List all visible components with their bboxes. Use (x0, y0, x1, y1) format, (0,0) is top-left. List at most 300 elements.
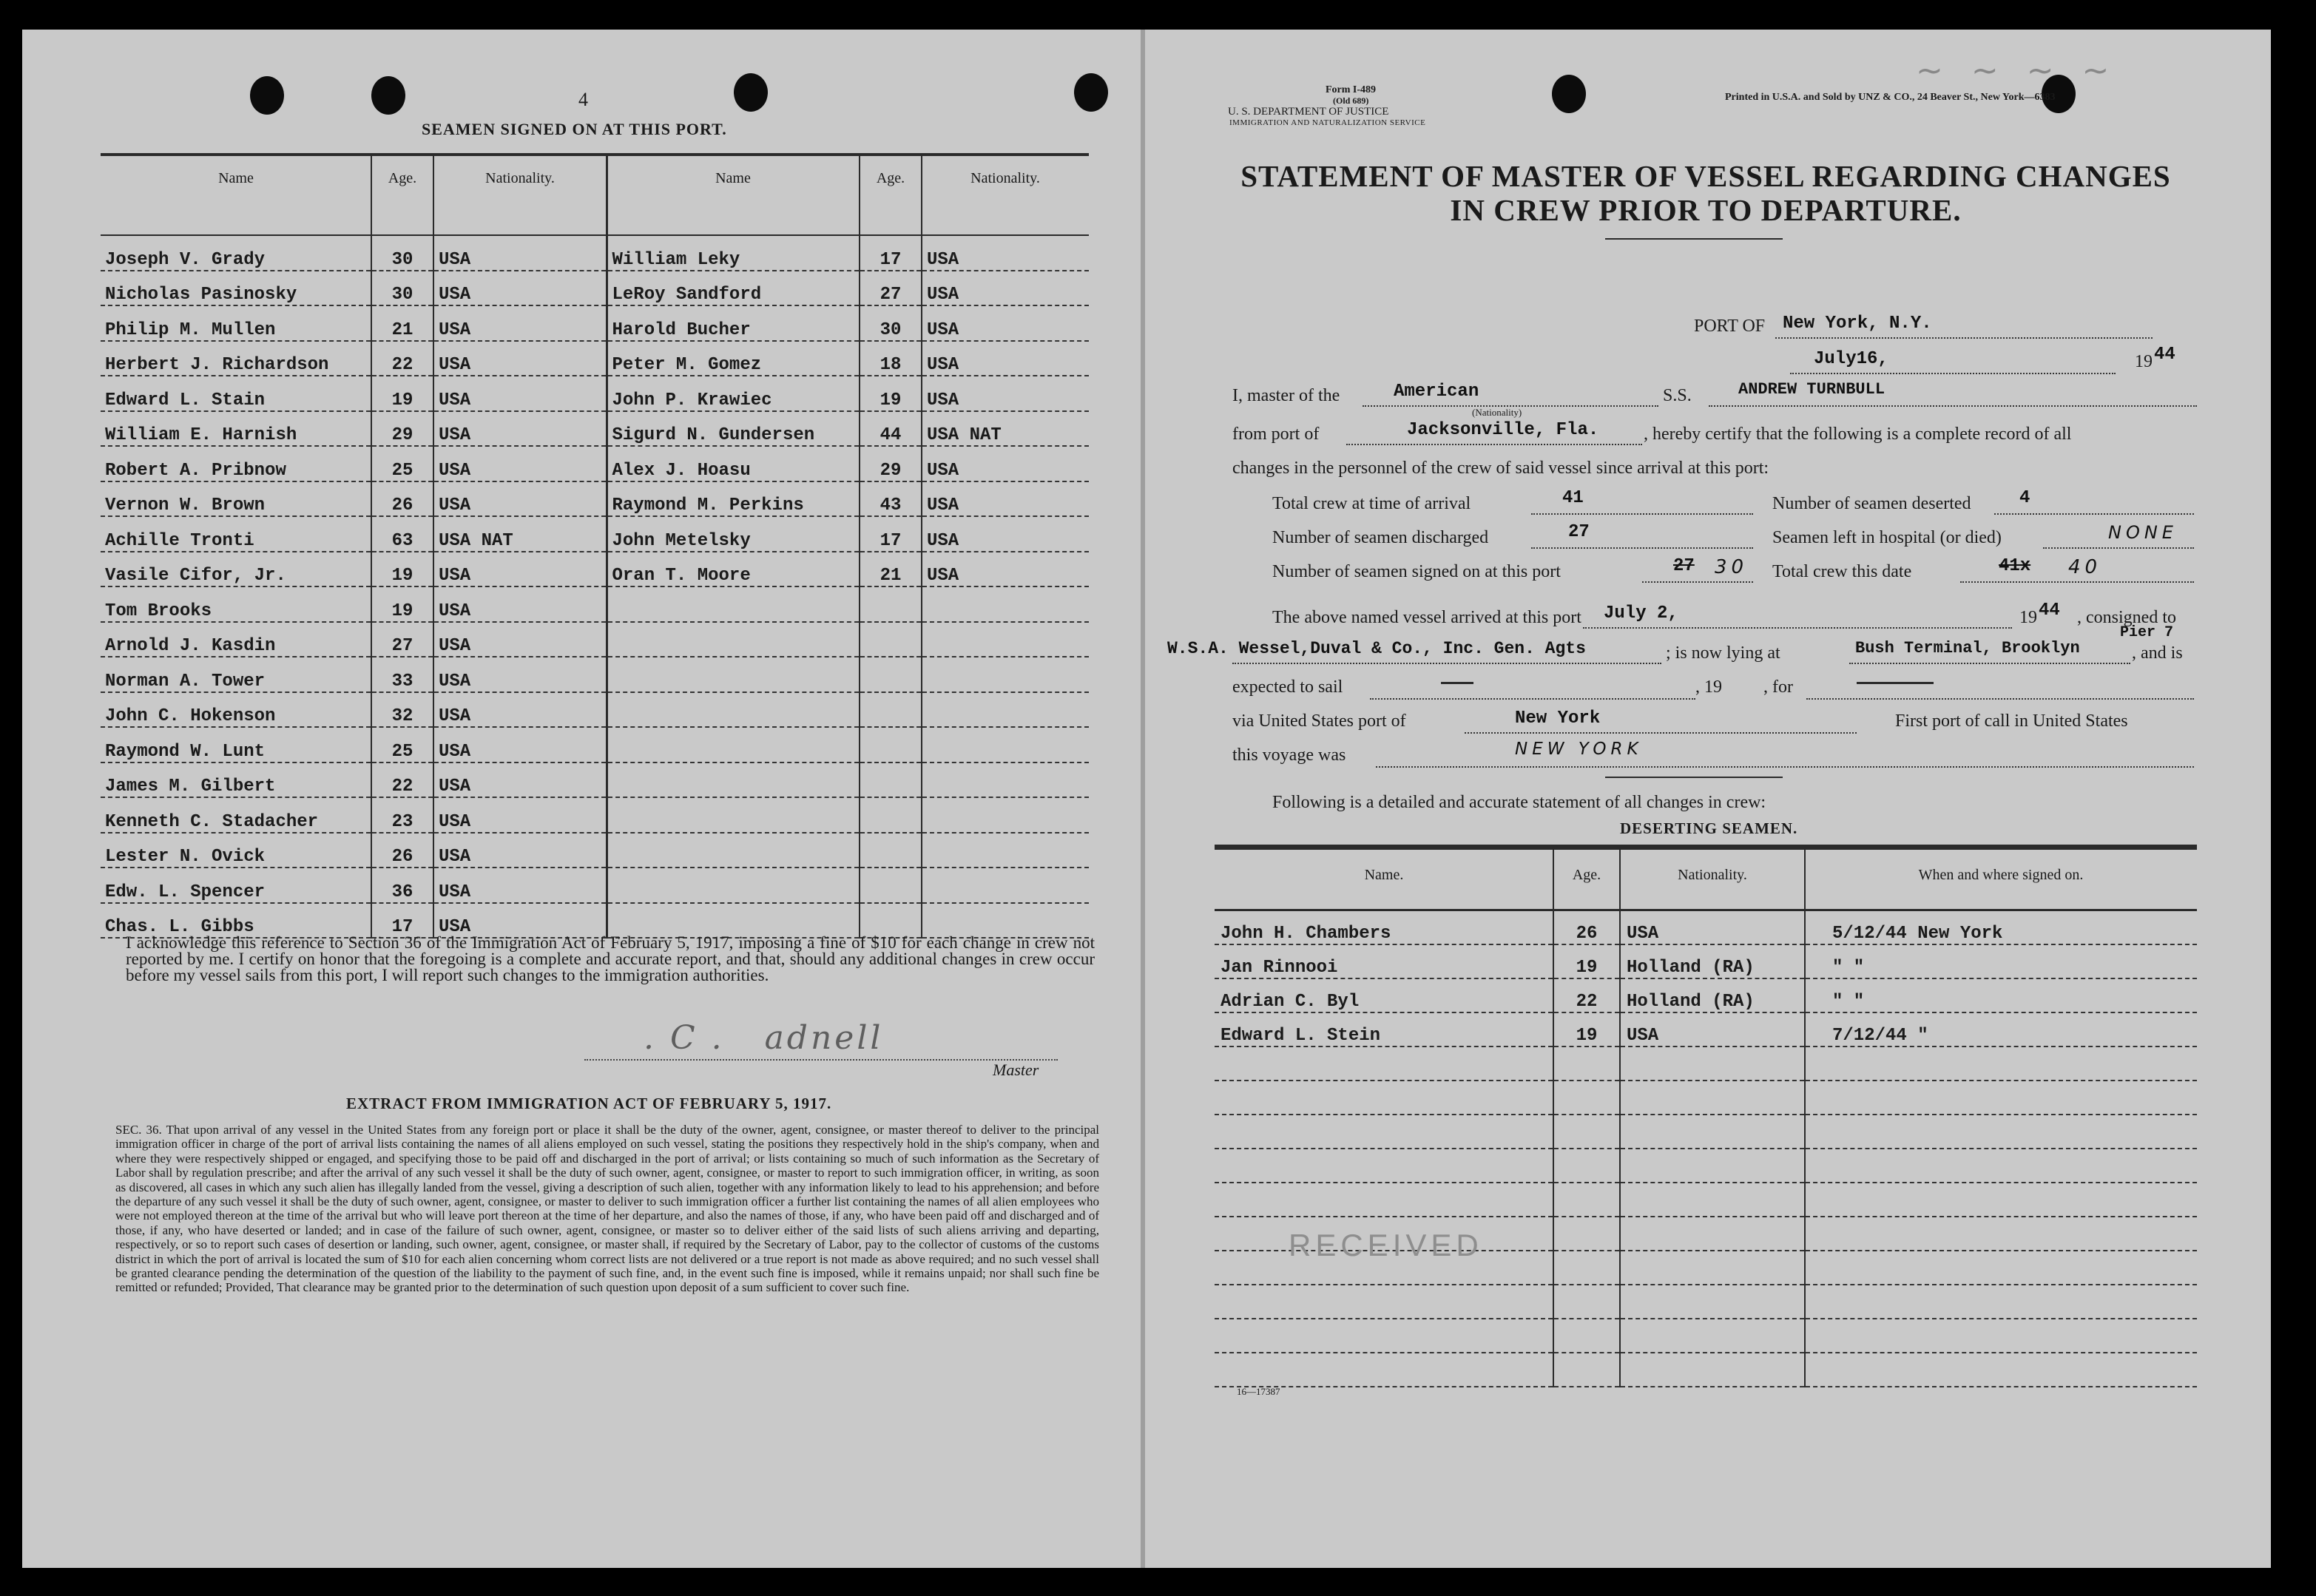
crew-age: 18 (860, 341, 922, 376)
crew-nationality: USA (922, 516, 1089, 552)
column-header-age: Age. (876, 170, 905, 186)
table-row (101, 903, 1089, 939)
deserter-signed-on (1805, 1353, 2197, 1387)
deserter-signed-on (1805, 1285, 2197, 1319)
deserter-name (1215, 1149, 1553, 1183)
deserter-name (1215, 1046, 1553, 1081)
deserter-nationality: USA (1620, 911, 1805, 944)
handwritten-note: ~ ~ ~ ~ (1916, 52, 2119, 89)
page-number: 4 (578, 89, 588, 110)
crew-nationality (922, 833, 1089, 868)
table-row (101, 622, 1089, 657)
total-date-value: 40 (2068, 556, 2102, 578)
deserter-age (1553, 1285, 1620, 1319)
deserter-age (1553, 1149, 1620, 1183)
deserting-header-nationality: Nationality. (1678, 867, 1747, 883)
crew-nationality: USA (922, 305, 1089, 341)
voyage-value: NEW YORK (1515, 740, 1643, 759)
port-line (1775, 337, 2153, 339)
crew-name: Vasile Cifor, Jr. (101, 552, 371, 587)
page-fold (1141, 30, 1145, 1568)
year-prefix: 19 (2135, 352, 2153, 371)
deserter-signed-on (1805, 1081, 2197, 1115)
table-row (101, 868, 1089, 903)
table-row (101, 586, 1089, 622)
crew-nationality (922, 727, 1089, 763)
crew-nationality: USA NAT (433, 516, 607, 552)
crew-nationality (922, 657, 1089, 692)
deserter-nationality: USA (1620, 1012, 1805, 1046)
date-line (1790, 373, 2116, 374)
extract-title: EXTRACT FROM IMMIGRATION ACT OF FEBRUARY 5, 1917. (346, 1095, 832, 1112)
crew-age: 19 (860, 376, 922, 411)
voyage-line (1376, 766, 2194, 768)
crew-nationality: USA (433, 552, 607, 587)
deserter-nationality: Holland (RA) (1620, 978, 1805, 1012)
crew-nationality (922, 586, 1089, 622)
crew-name: John Metelsky (607, 516, 860, 552)
crew-name: William E. Harnish (101, 411, 371, 447)
deserter-signed-on (1805, 1251, 2197, 1285)
deserter-age (1553, 1319, 1620, 1353)
column-header-name: Name (715, 170, 751, 186)
crew-name: Raymond M. Perkins (607, 481, 860, 517)
via-value: New York (1515, 709, 1601, 728)
crew-nationality: USA (433, 411, 607, 447)
following-text: Following is a detailed and accurate statement of all changes in crew: (1272, 793, 1766, 812)
deserter-name (1215, 1081, 1553, 1115)
table-row (101, 481, 1089, 517)
print-code: 16—17387 (1237, 1386, 1280, 1397)
crew-nationality (922, 903, 1089, 939)
crew-age: 21 (860, 552, 922, 587)
table-row (101, 516, 1089, 552)
deserter-name (1215, 1115, 1553, 1149)
department: U. S. DEPARTMENT OF JUSTICE (1228, 106, 1389, 118)
crew-age: 32 (371, 692, 433, 728)
certify-text: , hereby certify that the following is a complete record of all (1644, 425, 2072, 444)
deserter-age (1553, 1183, 1620, 1217)
form-title-line1: STATEMENT OF MASTER OF VESSEL REGARDING CHANGES (1240, 159, 2171, 193)
crew-nationality: USA (433, 622, 607, 657)
table-row (101, 727, 1089, 763)
printer-note: Printed in U.S.A. and Sold by UNZ & CO., 24 Beaver St., New York—6383 (1725, 92, 2056, 103)
deserter-age (1553, 1081, 1620, 1115)
crew-age: 30 (860, 305, 922, 341)
crew-age: 63 (371, 516, 433, 552)
table-row (1215, 1081, 2197, 1115)
crew-name: Tom Brooks (101, 586, 371, 622)
crew-name: Harold Bucher (607, 305, 860, 341)
crew-name: Peter M. Gomez (607, 341, 860, 376)
crew-age: 33 (371, 657, 433, 692)
expected-label: expected to sail (1232, 677, 1343, 697)
from-port-value: Jacksonville, Fla. (1407, 420, 1599, 440)
table-row (1215, 1285, 2197, 1319)
crew-nationality (922, 763, 1089, 798)
nationality-caption: (Nationality) (1472, 407, 1522, 418)
discharged-value: 27 (1568, 522, 1590, 542)
title-underline (1605, 238, 1783, 240)
total-arrival-line (1531, 513, 1753, 515)
crew-age (860, 868, 922, 903)
crew-age: 27 (860, 271, 922, 306)
crew-nationality: USA (433, 797, 607, 833)
deserter-age (1553, 1046, 1620, 1081)
crew-name: Philip M. Mullen (101, 305, 371, 341)
crew-name: LeRoy Sandford (607, 271, 860, 306)
deserter-signed-on (1805, 1183, 2197, 1217)
first-port-label: First port of call in United States (1895, 711, 2128, 731)
form-old-number: (Old 689) (1333, 95, 1369, 106)
table-row (1215, 1149, 2197, 1183)
arrived-value: July 2, (1604, 603, 1678, 623)
deserter-nationality (1620, 1319, 1805, 1353)
crew-age: 19 (371, 376, 433, 411)
signed-on-line (1642, 581, 1753, 583)
extract-text: SEC. 36. That upon arrival of any vessel in the United States from any foreign port or place it shall be the duty of the owner, agent, consignee, or master thereof to deliver to the principal immigration officer in charge of the port of arrival lists containing the names of all aliens employed on such vessel, stating the positions they respectively hold in the ship's company, when and where they were respectively shipped or engaged, and specifying those to be paid off and discharged in the port of arrival; or lists containing so much of such information as the Secretary of Labor shall by regulation prescribe; and after the arrival of any such vessel it shall be the duty of such owner, agent, consignee, or master to report to such immigration officer, in writing, as soon as discovered, all cases in which any such alien has illegally landed from the vessel, giving a description of such alien, together with any information likely to lead to his apprehension; and before the departure of any such vessel it shall be the duty of such owner, agent, consignee, or master to deliver to such immigration officer a further list containing the names of all alien employees who were not employed thereon at the time of the arrival but who will leave port thereon at the time of her departure, and also the names of those, if any, who have been paid off and discharged and of those, if any, who have deserted or landed; and in case of the failure of such owner, agent, consignee, or master so to deliver either of the said lists of such aliens arriving and departing, respectively, or so to report such cases of desertion or landing, such owner, agent, consignee, or master shall, if required by the Secretary of Labor, pay to the collector of customs of the customs district in which the port of arrival is located the sum of $10 for each alien concerning whom correct lists are not delivered or a true report is not made as above required; and no such vessel shall be granted clearance pending the determination of the question of the liability to the payment of such fine, and, in the event such fine is imposed, while it remains unpaid; nor shall such fine be remitted or refunded; Provided, That clearance may be granted prior to the determination of such question upon deposit of a sum sufficient to cover such fine. (115, 1123, 1099, 1295)
deserted-line (1994, 513, 2194, 515)
deserter-signed-on: " " (1805, 978, 2197, 1012)
lying-value: Bush Terminal, Brooklyn (1855, 639, 2080, 657)
consignee-line (1232, 663, 1661, 664)
crew-name (607, 727, 860, 763)
expected-year: , 19 (1695, 677, 1722, 697)
crew-age: 19 (371, 552, 433, 587)
table-row (1215, 1046, 2197, 1081)
crew-name: James M. Gilbert (101, 763, 371, 798)
crew-nationality (922, 692, 1089, 728)
deserter-nationality (1620, 1285, 1805, 1319)
crew-nationality: USA (433, 868, 607, 903)
deserter-nationality (1620, 1046, 1805, 1081)
deserter-signed-on (1805, 1115, 2197, 1149)
crew-name (607, 692, 860, 728)
crew-age: 25 (371, 446, 433, 481)
crew-nationality: USA (433, 657, 607, 692)
crew-name: Robert A. Pribnow (101, 446, 371, 481)
crew-nationality: USA (922, 236, 1089, 271)
total-date-label: Total crew this date (1772, 562, 1912, 581)
lying-label: ; is now lying at (1666, 643, 1780, 663)
year-value: 44 (2154, 345, 2175, 365)
form-title-line2: IN CREW PRIOR TO DEPARTURE. (1450, 193, 1962, 227)
crew-name (607, 903, 860, 939)
table-row (101, 446, 1089, 481)
punch-hole (1552, 75, 1586, 113)
crew-nationality: USA (433, 236, 607, 271)
crew-nationality: USA (922, 481, 1089, 517)
crew-name: Sigurd N. Gundersen (607, 411, 860, 447)
port-label: PORT OF (1694, 317, 1766, 336)
table-row (101, 271, 1089, 306)
deserter-nationality (1620, 1115, 1805, 1149)
deserter-name: Adrian C. Byl (1215, 978, 1553, 1012)
total-date-struck: 41x (1999, 556, 2031, 576)
table-row (1215, 1319, 2197, 1353)
column-header-age: Age. (388, 170, 417, 186)
table-top-rule (101, 153, 1089, 156)
table-row (101, 305, 1089, 341)
crew-nationality: USA (433, 271, 607, 306)
crew-age: 26 (371, 833, 433, 868)
crew-age: 26 (371, 481, 433, 517)
via-label: via United States port of (1232, 711, 1406, 731)
deserter-name (1215, 1183, 1553, 1217)
crew-nationality: USA (433, 692, 607, 728)
crew-age (860, 622, 922, 657)
crew-nationality: USA (433, 341, 607, 376)
table-row (101, 411, 1089, 447)
crew-name: Chas. L. Gibbs (101, 903, 371, 939)
deserter-nationality (1620, 1353, 1805, 1387)
deserter-age (1553, 1217, 1620, 1251)
deserting-header-age: Age. (1572, 867, 1601, 883)
signature-line (584, 1059, 1058, 1061)
crew-age: 43 (860, 481, 922, 517)
crew-name: Vernon W. Brown (101, 481, 371, 517)
crew-nationality (922, 622, 1089, 657)
crew-age (860, 692, 922, 728)
table-row (101, 236, 1089, 271)
deserter-signed-on (1805, 1217, 2197, 1251)
crew-name (607, 622, 860, 657)
crew-name: Achille Tronti (101, 516, 371, 552)
crew-name: William Leky (607, 236, 860, 271)
table-row (101, 763, 1089, 798)
crew-age: 17 (371, 903, 433, 939)
total-arrival-value: 41 (1562, 488, 1584, 508)
deserter-nationality (1620, 1217, 1805, 1251)
deserter-signed-on: " " (1805, 944, 2197, 978)
deserter-signed-on: 7/12/44 " (1805, 1012, 2197, 1046)
table-row (101, 552, 1089, 587)
crew-age: 27 (371, 622, 433, 657)
table-row (101, 833, 1089, 868)
deserting-title: DESERTING SEAMEN. (1620, 819, 1798, 837)
crew-age: 23 (371, 797, 433, 833)
crew-nationality (922, 797, 1089, 833)
crew-nationality: USA (433, 481, 607, 517)
crew-age (860, 833, 922, 868)
crew-nationality: USA NAT (922, 411, 1089, 447)
via-line (1465, 732, 1857, 734)
crew-name: Lester N. Ovick (101, 833, 371, 868)
crew-nationality: USA (433, 903, 607, 939)
crew-age: 44 (860, 411, 922, 447)
deserting-header-when: When and where signed on. (1918, 867, 2084, 883)
crew-nationality: USA (433, 833, 607, 868)
crew-age: 36 (371, 868, 433, 903)
crew-nationality: USA (922, 446, 1089, 481)
deserter-name (1215, 1319, 1553, 1353)
table-row (101, 341, 1089, 376)
crew-age (860, 797, 922, 833)
crew-age (860, 763, 922, 798)
table-row (1215, 1353, 2197, 1387)
crew-name: Nicholas Pasinosky (101, 271, 371, 306)
deserting-top-rule (1215, 845, 2197, 850)
crew-name: Joseph V. Grady (101, 236, 371, 271)
crew-name (607, 586, 860, 622)
acknowledgement-text: I acknowledge this reference to Section 36 of the Immigration Act of February 5, 1917, imposing a fine of $10 for each change in crew not reported by me. I certify on honor that the foregoing is a complete and accurate report, and that, should any additional changes in crew occur before my vessel sails from this port, I will report such changes to the immigration authorities. (126, 933, 1095, 984)
crew-name: John C. Hokenson (101, 692, 371, 728)
crew-age: 17 (860, 236, 922, 271)
table-row (101, 797, 1089, 833)
crew-nationality: USA (922, 341, 1089, 376)
deserter-age (1553, 1353, 1620, 1387)
crew-age: 25 (371, 727, 433, 763)
deserter-nationality: Holland (RA) (1620, 944, 1805, 978)
crew-name: Norman A. Tower (101, 657, 371, 692)
deserter-nationality (1620, 1149, 1805, 1183)
column-header-nationality: Nationality. (485, 170, 555, 186)
punch-hole (250, 76, 284, 115)
crew-age: 22 (371, 341, 433, 376)
document-page (22, 30, 2271, 1568)
master-of-label: I, master of the (1232, 386, 1340, 405)
from-port-label: from port of (1232, 425, 1320, 444)
table-row (101, 376, 1089, 411)
deserter-age: 19 (1553, 944, 1620, 978)
arrived-label: The above named vessel arrived at this port (1272, 608, 1581, 627)
deserter-name: Jan Rinnooi (1215, 944, 1553, 978)
table-row (1215, 1183, 2197, 1217)
deserter-signed-on (1805, 1149, 2197, 1183)
for-line (1806, 698, 2194, 700)
form-number: Form I-489 (1326, 84, 1377, 95)
crew-name: Alex J. Hoasu (607, 446, 860, 481)
consigned-label: , consigned to (2077, 608, 2176, 627)
date-value: July16, (1814, 349, 1888, 369)
crew-age: 22 (371, 763, 433, 798)
crew-name: Edw. L. Spencer (101, 868, 371, 903)
crew-name (607, 868, 860, 903)
crew-name: Edward L. Stain (101, 376, 371, 411)
column-header-nationality: Nationality. (970, 170, 1040, 186)
nationality-value: American (1394, 382, 1479, 402)
table-row (1215, 944, 2197, 978)
signed-on-value: 30 (1715, 556, 1749, 578)
deserted-value: 4 (2019, 488, 2030, 508)
crew-age: 29 (860, 446, 922, 481)
service: IMMIGRATION AND NATURALIZATION SERVICE (1229, 118, 1426, 127)
deserter-nationality (1620, 1251, 1805, 1285)
header-divider (859, 155, 860, 235)
consignee-value: W.S.A. Wessel,Duval & Co., Inc. Gen. Agts (1167, 639, 1586, 658)
port-value: New York, N.Y. (1783, 314, 1932, 334)
deserter-name (1215, 1353, 1553, 1387)
and-is-label: , and is (2132, 643, 2183, 663)
crew-age (860, 586, 922, 622)
deserted-label: Number of seamen deserted (1772, 494, 1971, 513)
hospital-label: Seamen left in hospital (or died) (1772, 528, 2002, 547)
crew-age (860, 903, 922, 939)
crew-name: Oran T. Moore (607, 552, 860, 587)
crew-name (607, 657, 860, 692)
crew-nationality: USA (433, 586, 607, 622)
crew-name: Kenneth C. Stadacher (101, 797, 371, 833)
crew-age: 30 (371, 271, 433, 306)
crew-name (607, 763, 860, 798)
arrived-year-value: 44 (2039, 601, 2060, 621)
punch-hole (371, 76, 405, 115)
deserter-signed-on (1805, 1319, 2197, 1353)
crew-nationality: USA (433, 446, 607, 481)
table-row (1215, 1115, 2197, 1149)
deserter-age: 22 (1553, 978, 1620, 1012)
pier-value: Pier 7 (2120, 624, 2174, 641)
expected-dash (1441, 682, 1473, 684)
arrived-line (1583, 627, 2012, 629)
table-row (1215, 911, 2197, 944)
crew-age: 29 (371, 411, 433, 447)
table-row (101, 657, 1089, 692)
crew-nationality: USA (922, 552, 1089, 587)
deserter-name (1215, 1285, 1553, 1319)
header-divider (606, 155, 608, 235)
arrived-year-prefix: 19 (2019, 608, 2037, 627)
header-divider (371, 155, 372, 235)
master-signature: . C . adnell (644, 1019, 884, 1057)
deserter-age: 19 (1553, 1012, 1620, 1046)
deserter-signed-on (1805, 1046, 2197, 1081)
deserter-nationality (1620, 1183, 1805, 1217)
deserter-nationality (1620, 1081, 1805, 1115)
crew-nationality: USA (433, 727, 607, 763)
voyage-label: this voyage was (1232, 745, 1346, 765)
crew-nationality: USA (922, 271, 1089, 306)
crew-name (607, 797, 860, 833)
header-divider (433, 155, 434, 235)
column-header-name: Name (218, 170, 254, 186)
crew-age: 30 (371, 236, 433, 271)
crew-nationality (922, 868, 1089, 903)
vessel-line (1709, 405, 2197, 407)
table-row (1215, 1012, 2197, 1046)
crew-name: Arnold J. Kasdin (101, 622, 371, 657)
hospital-line (2043, 547, 2194, 549)
crew-age: 17 (860, 516, 922, 552)
voyage-underline (1605, 777, 1783, 778)
signed-on-title: SEAMEN SIGNED ON AT THIS PORT. (422, 120, 727, 138)
from-port-line (1346, 444, 1642, 445)
crew-name (607, 833, 860, 868)
discharged-line (1531, 547, 1753, 549)
vessel-name: ANDREW TURNBULL (1738, 380, 1885, 399)
deserter-age (1553, 1115, 1620, 1149)
crew-age: 19 (371, 586, 433, 622)
deserter-name: John H. Chambers (1215, 911, 1553, 944)
crew-nationality: USA (922, 376, 1089, 411)
for-label: , for (1763, 677, 1793, 697)
discharged-label: Number of seamen discharged (1272, 528, 1489, 547)
crew-age (860, 727, 922, 763)
deserting-table (1215, 911, 2197, 1387)
signed-on-struck: 27 (1673, 556, 1695, 576)
table-row (101, 692, 1089, 728)
signed-on-label: Number of seamen signed on at this port (1272, 562, 1561, 581)
table-row (1215, 978, 2197, 1012)
deserter-name: Edward L. Stein (1215, 1012, 1553, 1046)
deserter-age: 26 (1553, 911, 1620, 944)
received-stamp: RECEIVED (1289, 1228, 1483, 1262)
punch-hole (1074, 73, 1108, 112)
crew-name: John P. Krawiec (607, 376, 860, 411)
signed-on-table (101, 236, 1089, 939)
changes-text: changes in the personnel of the crew of said vessel since arrival at this port: (1232, 459, 1769, 478)
ss-label: S.S. (1663, 386, 1692, 405)
